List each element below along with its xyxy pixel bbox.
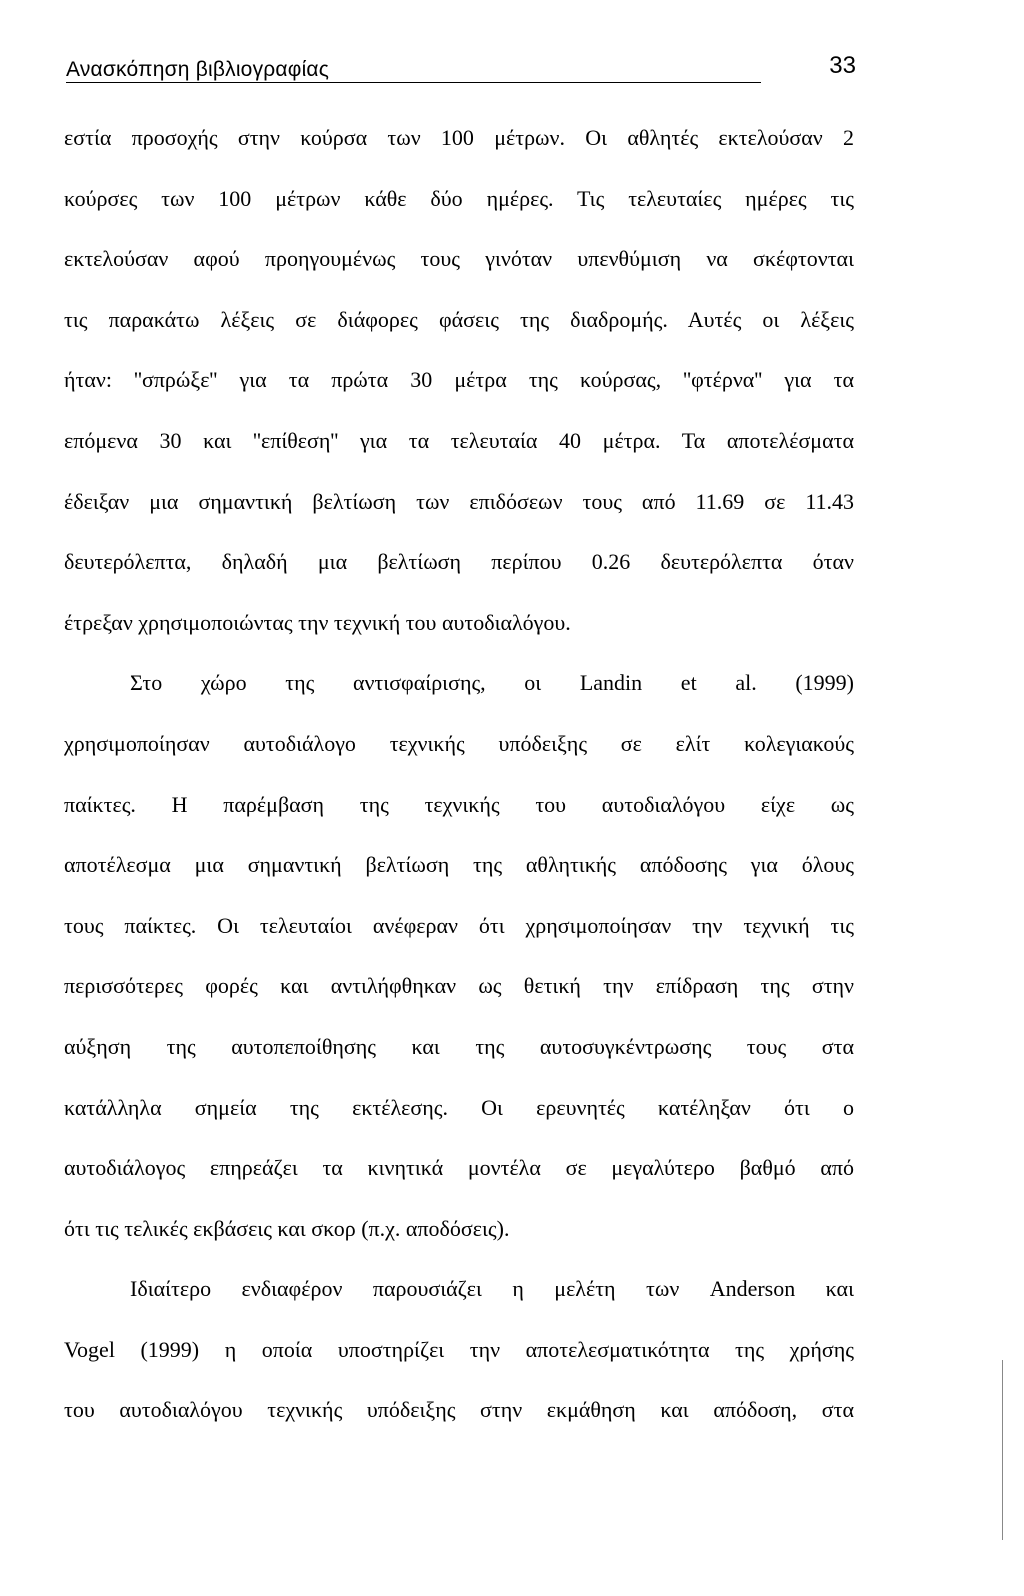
paragraph-first-line: Ιδιαίτερο ενδιαφέρον παρουσιάζει η μελέτη των Anderson και	[130, 1276, 854, 1302]
text-line: αυτοδιάλογος επηρεάζει τα κινητικά μοντέλα σε μεγαλύτερο βαθμό από	[64, 1155, 854, 1181]
page-edge-mark	[1002, 1360, 1003, 1540]
text-line: ότι τις τελικές εκβάσεις και σκορ (π.χ. αποδόσεις).	[64, 1215, 510, 1241]
text-line: χρησιμοποίησαν αυτοδιάλογο τεχνικής υπόδειξης σε ελίτ κολεγιακούς	[64, 730, 854, 756]
text-line: επόμενα 30 και ''επίθεση'' για τα τελευταία 40 μέτρα. Τα αποτελέσματα	[64, 427, 854, 453]
text-line: τους παίκτες. Οι τελευταίοι ανέφεραν ότι χρησιμοποίησαν την τεχνική τις	[64, 912, 854, 938]
text-line: Vogel (1999) η οποία υποστηρίζει την αποτελεσματικότητα της χρήσης	[64, 1336, 854, 1362]
text-line: κατάλληλα σημεία της εκτέλεσης. Οι ερευνητές κατέληξαν ότι ο	[64, 1094, 854, 1120]
text-line: ήταν: ''σπρώξε'' για τα πρώτα 30 μέτρα της κούρσας, ''φτέρνα'' για τα	[64, 367, 854, 393]
section-title: Ανασκόπηση βιβλιογραφίας	[66, 58, 330, 81]
text-line: εκτελούσαν αφού προηγουμένως τους γινόταν υπενθύμιση να σκέφτονται	[64, 246, 854, 272]
text-line: δευτερόλεπτα, δηλαδή μια βελτίωση περίπου 0.26 δευτερόλεπτα όταν	[64, 549, 854, 575]
text-line: εστία προσοχής στην κούρσα των 100 μέτρων. Οι αθλητές εκτελούσαν 2	[64, 125, 854, 150]
text-line: αποτέλεσμα μια σημαντική βελτίωση της αθλητικής απόδοσης για όλους	[64, 852, 854, 878]
paragraph-first-line: Στο χώρο της αντισφαίρισης, οι Landin et al. (1999)	[130, 670, 854, 696]
text-line: κούρσες των 100 μέτρων κάθε δύο ημέρες. Τις τελευταίες ημέρες τις	[64, 185, 854, 211]
text-line: τις παρακάτω λέξεις σε διάφορες φάσεις της διαδρομής. Αυτές οι λέξεις	[64, 306, 854, 332]
running-header	[66, 52, 856, 88]
text-line: αύξηση της αυτοπεποίθησης και της αυτοσυγκέντρωσης τους στα	[64, 1033, 854, 1059]
text-line: παίκτες. Η παρέμβαση της τεχνικής του αυτοδιαλόγου είχε ως	[64, 791, 854, 817]
text-line: έτρεξαν χρησιμοποιώντας την τεχνική του αυτοδιαλόγου.	[64, 609, 571, 635]
header-rule	[66, 82, 761, 83]
text-line: έδειξαν μια σημαντική βελτίωση των επιδόσεων τους από 11.69 σε 11.43	[64, 488, 854, 514]
text-line: του αυτοδιαλόγου τεχνικής υπόδειξης στην εκμάθηση και απόδοση, στα	[64, 1397, 854, 1423]
page-number: 33	[829, 52, 856, 79]
text-line: περισσότερες φορές και αντιλήφθηκαν ως θετική την επίδραση της στην	[64, 973, 854, 999]
body-text	[64, 118, 854, 1451]
